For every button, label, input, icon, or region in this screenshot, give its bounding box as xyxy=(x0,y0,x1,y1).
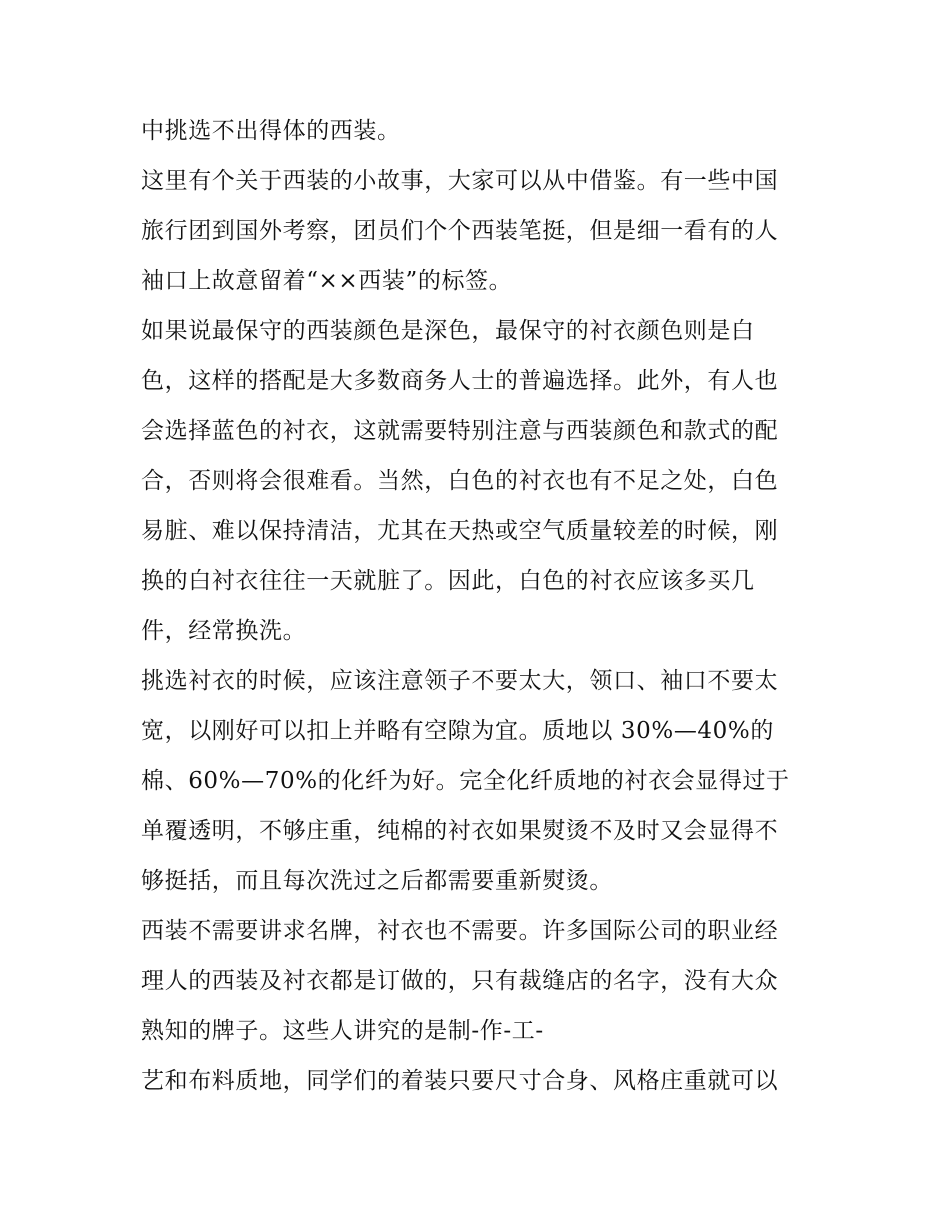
text-line: 换的白衬衣往往一天就脏了。因此，白色的衬衣应该多买几 xyxy=(141,568,755,594)
text-line: 够挺括，而且每次洗过之后都需要重新熨烫。 xyxy=(141,868,613,894)
text-line: 宽，以刚好可以扣上并略有空隙为宜。质地以 30%—40%的 xyxy=(141,718,774,744)
text-line: 棉、60%—70%的化纤为好。完全化纤质地的衬衣会显得过于 xyxy=(141,768,790,794)
text-line: 西装不需要讲求名牌，衬衣也不需要。许多国际公司的职业经 xyxy=(141,918,779,944)
text-line: 单覆透明，不够庄重，纯棉的衬衣如果熨烫不及时又会显得不 xyxy=(141,818,779,844)
text-line: 如果说最保守的西装颜色是深色，最保守的衬衣颜色则是白 xyxy=(141,318,755,344)
text-line: 熟知的牌子。这些人讲究的是制-作-工- xyxy=(141,1018,544,1044)
text-line: 会选择蓝色的衬衣，这就需要特别注意与西装颜色和款式的配 xyxy=(141,418,779,444)
text-line: 挑选衬衣的时候，应该注意领子不要太大，领口、袖口不要太 xyxy=(141,668,779,694)
text-line: 合，否则将会很难看。当然，白色的衬衣也有不足之处，白色 xyxy=(141,468,779,494)
text-line: 件，经常换洗。 xyxy=(141,618,307,644)
text-line: 这里有个关于西装的小故事，大家可以从中借鉴。有一些中国 xyxy=(141,168,779,194)
text-line: 色，这样的搭配是大多数商务人士的普遍选择。此外，有人也 xyxy=(141,368,779,394)
text-line: 中挑选不出得体的西装。 xyxy=(141,118,401,144)
text-line: 易脏、难以保持清洁，尤其在天热或空气质量较差的时候，刚 xyxy=(141,518,779,544)
text-line: 袖口上故意留着“××西装”的标签。 xyxy=(141,268,513,294)
text-line: 旅行团到国外考察，团员们个个西装笔挺，但是细一看有的人 xyxy=(141,218,779,244)
text-line: 艺和布料质地，同学们的着装只要尺寸合身、风格庄重就可以 xyxy=(141,1068,779,1094)
text-line: 理人的西装及衬衣都是订做的，只有裁缝店的名字，没有大众 xyxy=(141,968,779,994)
